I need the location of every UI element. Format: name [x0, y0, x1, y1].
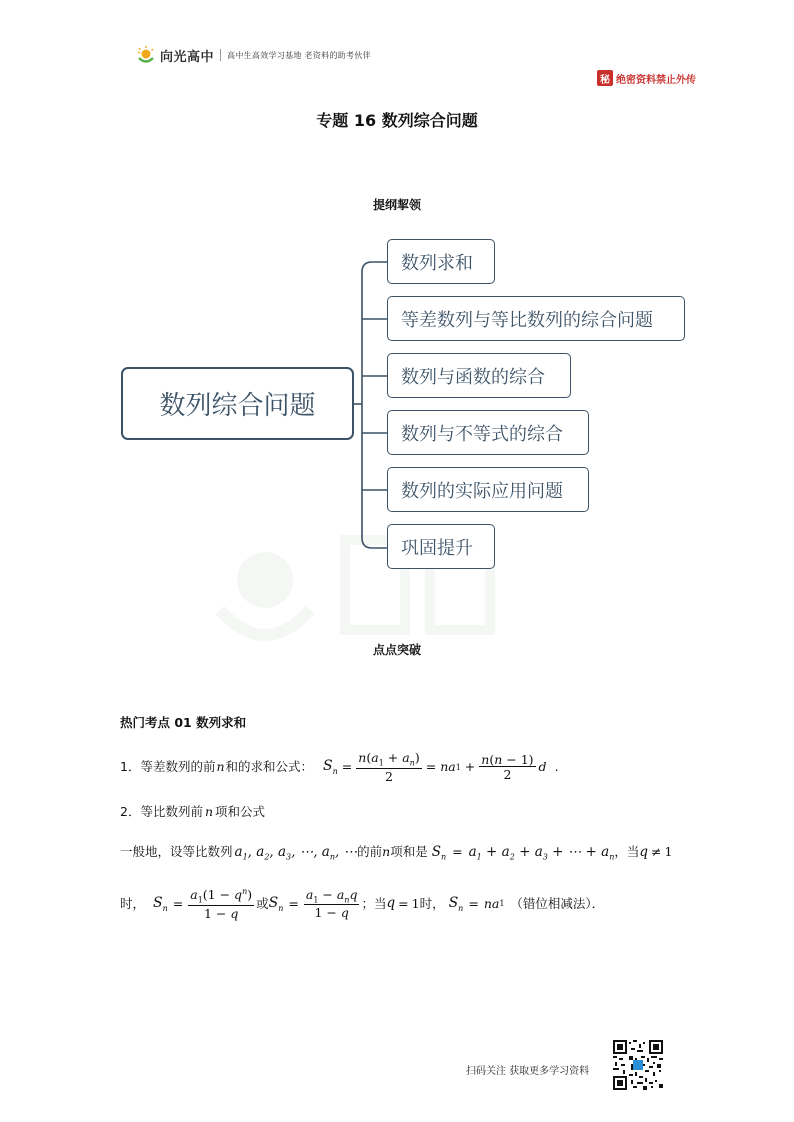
mindmap-branch-6: 巩固提升: [387, 524, 495, 569]
mindmap-root: 数列综合问题: [121, 367, 354, 440]
brand-name: 向光高中: [160, 49, 215, 65]
section-heading: 热门考点 01 数列求和: [120, 715, 247, 730]
secret-text: 绝密资料禁止外传: [616, 74, 696, 86]
mindmap-branch-2: 等差数列与等比数列的综合问题: [387, 296, 685, 341]
mindmap-branch-3: 数列与函数的综合: [387, 353, 571, 398]
geom-frac-1: $\frac{a_1(1 - q^n)}{1 - q}$: [190, 887, 253, 921]
item2-label: 2．等比数列前: [120, 804, 203, 819]
item1-prefix: 1．等差数列的前: [120, 759, 216, 775]
qr-label: 扫码关注 获取更多学习资料: [466, 1066, 590, 1077]
mindmap-branch-5: 数列的实际应用问题: [387, 467, 589, 512]
formula-frac-1: $\frac{n(a_1 + a_n)}{2}$: [358, 750, 420, 784]
formula-frac-2: $\frac{n(n - 1)}{2}$: [481, 751, 534, 782]
geom-paragraph-line1: 一般地，设等比数列 $a_1$, $a_2$, $a_3$, ⋯, $a_n$, ⋯ 的前 n 项和是 $S_n$ = $a_1 + a_2 + a_3$ + ⋯ + $a_n$ ，当 q ≠ 1: [120, 844, 673, 862]
arith-sum-formula: 1．等差数列的前 n 和的求和公式： $S_n$ = $\frac{n(a_1 + a_n)}{2}$ = na 1 + $\frac{n(n - 1)}{2}$ d .: [120, 750, 559, 784]
brand-slogan: 高中生高效学习基地 老资料的助考伙伴: [227, 50, 371, 60]
mindmap-branch-4: 数列与不等式的综合: [387, 410, 589, 455]
points-heading: 点点突破: [372, 643, 421, 657]
item1-mid: 和的求和公式：: [225, 759, 314, 775]
geom-sum-title: 2．等比数列前 n 项和公式: [120, 804, 266, 819]
outline-heading: 提纲挈领: [372, 198, 421, 212]
mindmap-branch-1: 数列求和: [387, 239, 495, 284]
geom-frac-2: $\frac{a_1 - a_nq}{1 - q}$: [305, 886, 358, 921]
geom-paragraph-line2: 时， $S_n$ = $\frac{a_1(1 - q^n)}{1 - q}$ 或 $S_n$ = $\frac{a_1 - a_nq}{1 - q}$ ；当 q = 1 时， $S_n$ = na 1 （错位相减法）．: [120, 886, 605, 921]
qr-code-icon[interactable]: [613, 1040, 663, 1090]
secret-badge: 秘: [597, 70, 613, 86]
item2-suffix: 项和公式: [215, 804, 266, 819]
page-title: 专题 16 数列综合问题: [316, 111, 478, 130]
